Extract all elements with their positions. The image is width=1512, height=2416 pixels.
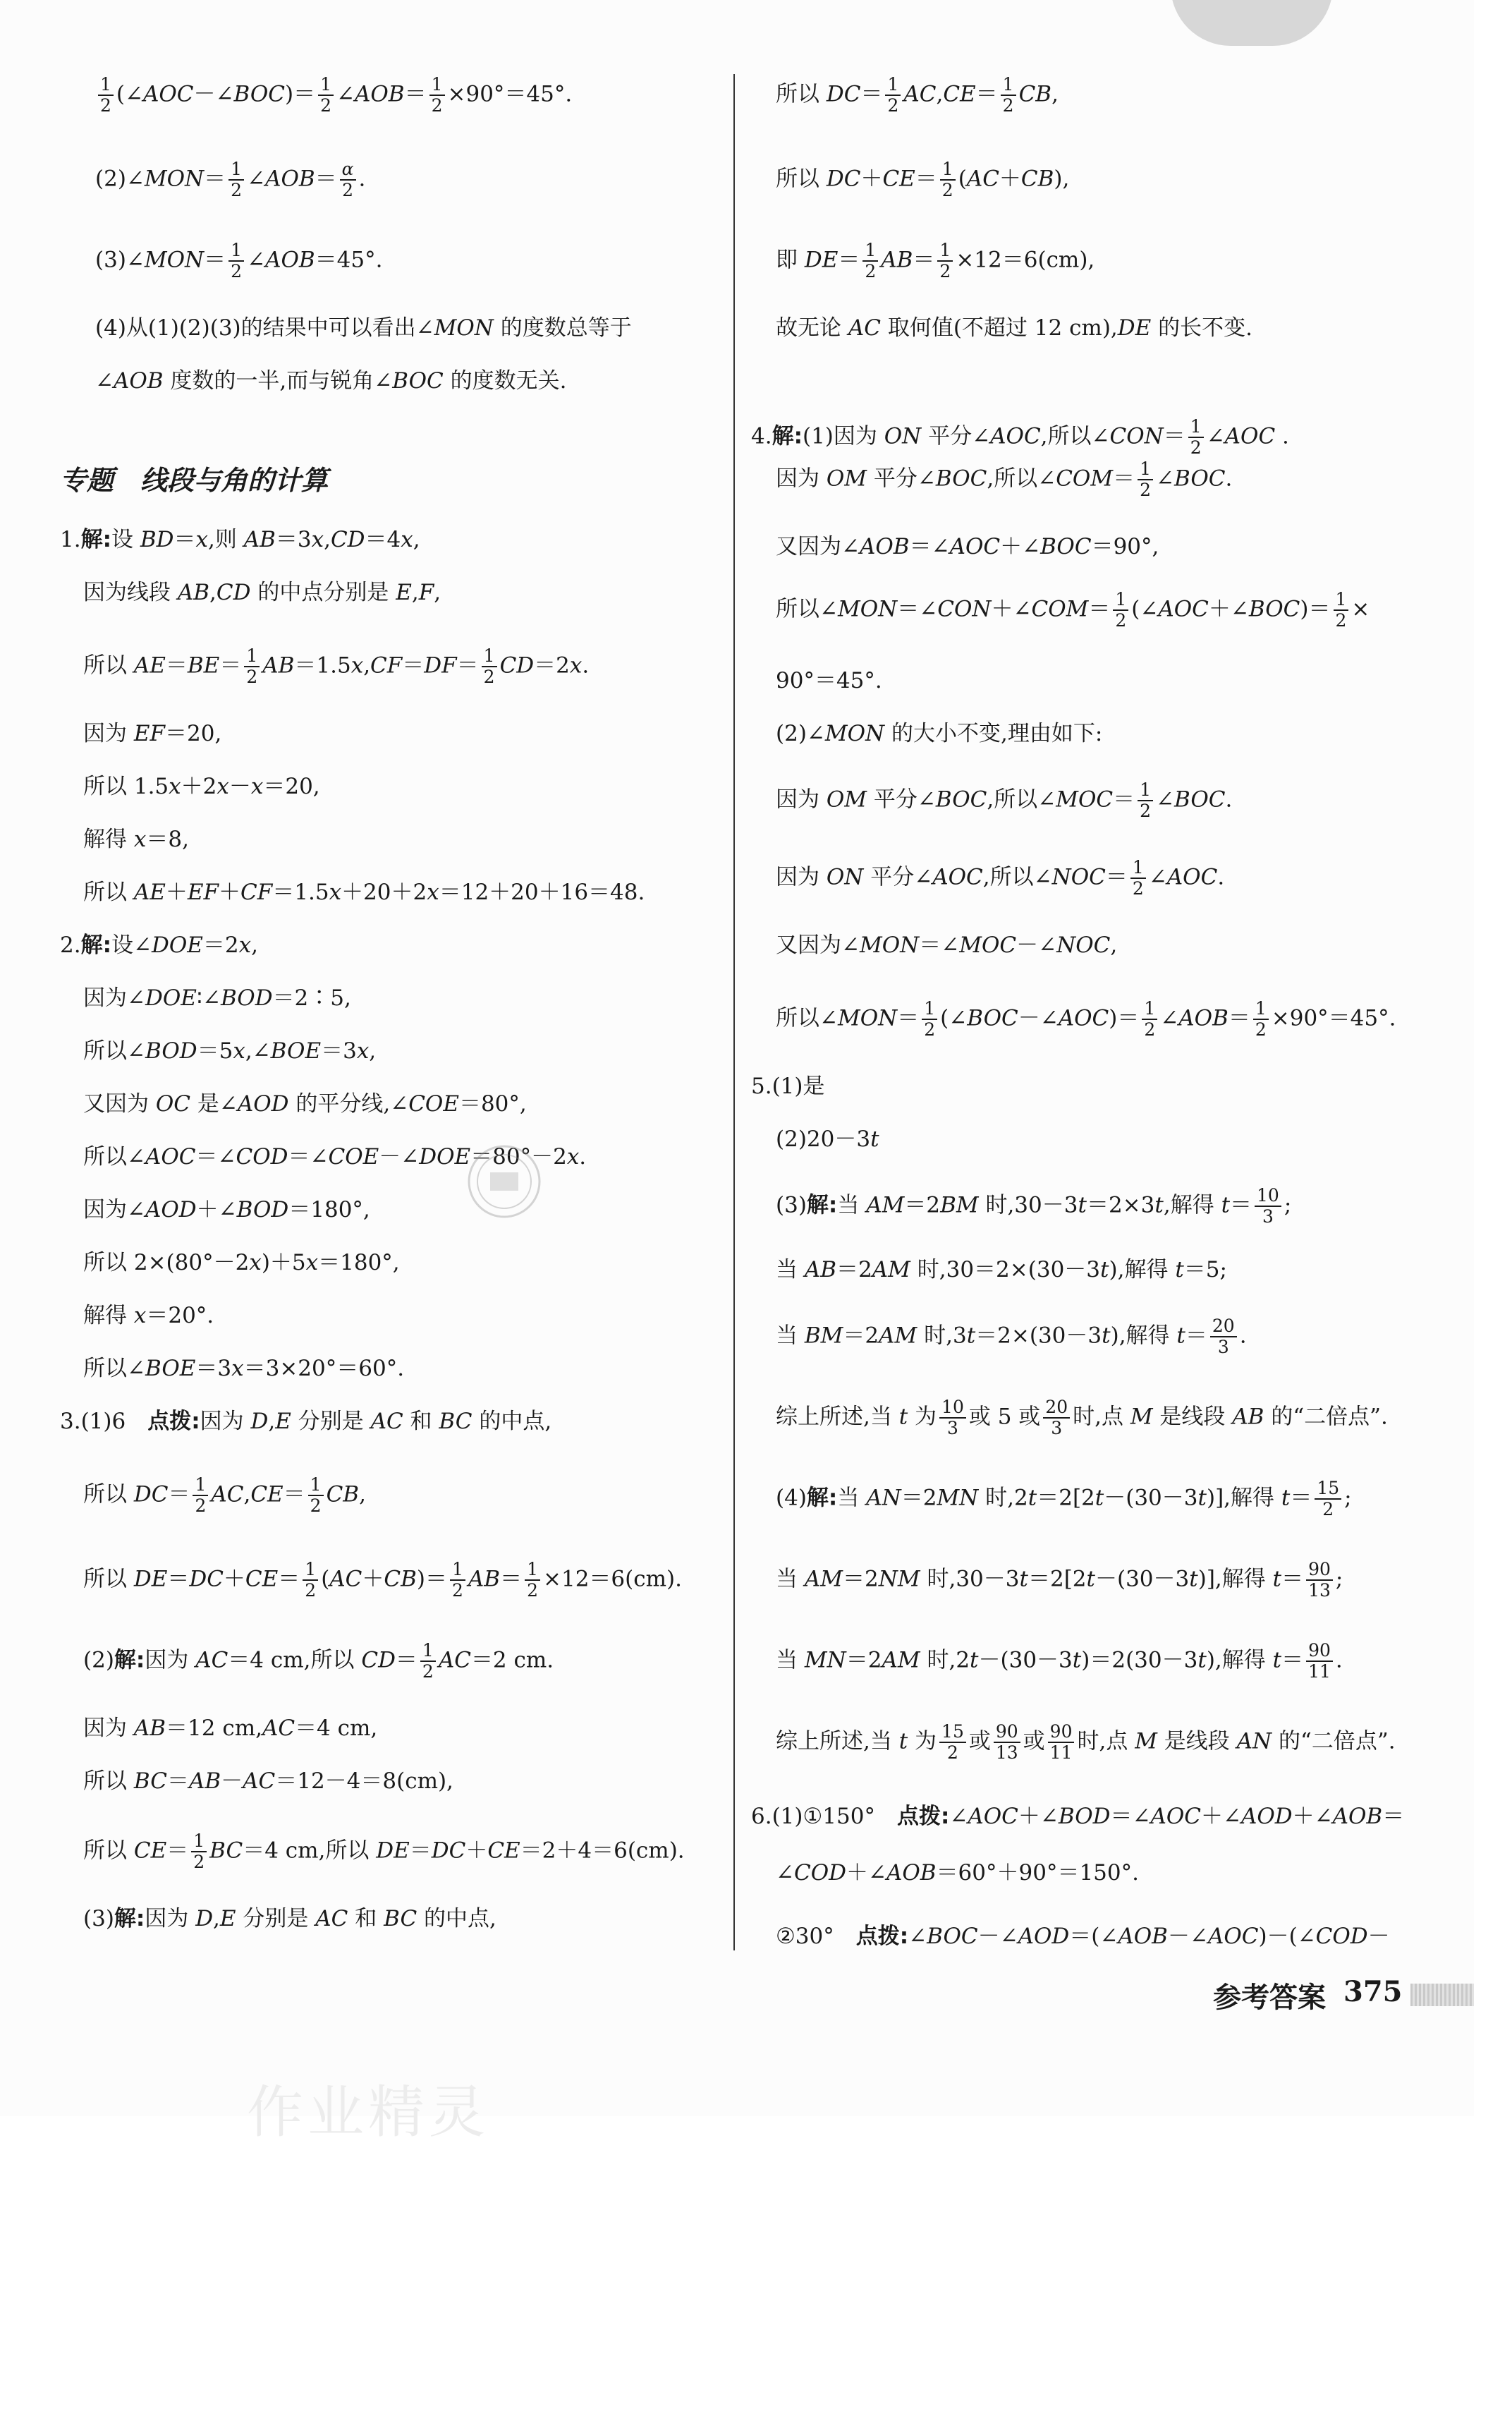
text-line: 1.解:设 BD＝x,则 AB＝3x,CD＝4x,	[60, 527, 420, 552]
text-line: 3.(1)6 点拨:因为 D,E 分别是 AC 和 BC 的中点,	[60, 1409, 552, 1434]
stamp-icon	[465, 1143, 543, 1220]
text-line: 因为 OM 平分∠BOC,所以∠COM＝ $\frac{1}{2}$ ∠BOC.	[776, 459, 1233, 500]
text-line: 所以 1.5x＋2x－x＝20,	[83, 774, 320, 799]
text-line: 当 AB＝2AM 时,30＝2×(30－3t),解得 t＝5;	[776, 1257, 1227, 1282]
text-line: (3)∠MON＝ $\frac{1}{2}$ ∠AOB＝45°.	[95, 240, 383, 281]
page-number: 375	[1343, 1975, 1403, 2008]
text-line: 因为∠DOE∶∠BOD＝2∶5,	[83, 985, 351, 1011]
text-line: 当 MN＝2AM 时,2t－(30－3t)＝2(30－3t),解得 t＝ $\frac{90}{11}$ .	[776, 1640, 1343, 1682]
text-line: 因为 AB＝12 cm,AC＝4 cm,	[83, 1716, 378, 1741]
column-divider	[733, 74, 735, 1950]
text-line: 所以 DE＝DC＋CE＝ $\frac{1}{2}$ (AC＋CB)＝ $\frac{1}{2}$ AB＝ $\frac{1}{2}$ ×12＝6(cm).	[83, 1559, 682, 1601]
text-line: 所以∠BOE＝3x＝3×20°＝60°.	[83, 1356, 405, 1381]
text-line: (3)解:当 AM＝2BM 时,30－3t＝2×3t,解得 t＝ $\frac{10}{3}$ ;	[776, 1185, 1292, 1227]
text-line: 综上所述,当 t 为 $\frac{15}{2}$ 或 $\frac{90}{13}$ 或 $\frac{90}{11}$ 时,点 M 是线段 AN 的“二倍点”.	[776, 1721, 1396, 1763]
text-line: 即 DE＝ $\frac{1}{2}$ AB＝ $\frac{1}{2}$ ×12＝6(cm),	[776, 240, 1095, 281]
text-line: 因为∠AOD＋∠BOD＝180°,	[83, 1197, 370, 1222]
text-line: 因为 ON 平分∠AOC,所以∠NOC＝ $\frac{1}{2}$ ∠AOC.	[776, 857, 1225, 899]
footer-decoration	[1410, 1984, 1474, 2006]
text-line: 故无论 AC 取何值(不超过 12 cm),DE 的长不变.	[776, 315, 1252, 341]
text-line: (4)解:当 AN＝2MN 时,2t＝2[2t－(30－3t)],解得 t＝ $\frac{15}{2}$ ;	[776, 1478, 1352, 1519]
text-line: 所以∠AOC＝∠COD＝∠COE－∠DOE＝80°－2x.	[83, 1144, 587, 1170]
text-line: $\frac{1}{2}$ (∠AOC－∠BOC)＝ $\frac{1}{2}$ ∠AOB＝ $\frac{1}{2}$ ×90°＝45°.	[95, 75, 572, 116]
text-line: 解得 x＝8,	[83, 827, 189, 852]
text-line: 所以∠BOD＝5x,∠BOE＝3x,	[83, 1038, 377, 1064]
text-line: 所以 2×(80°－2x)＋5x＝180°,	[83, 1250, 400, 1275]
text-line: (2)∠MON 的大小不变,理由如下:	[776, 721, 1103, 746]
text-line: 解得 x＝20°.	[83, 1303, 214, 1328]
text-line: 2.解:设∠DOE＝2x,	[60, 933, 258, 958]
text-line: 因为 OM 平分∠BOC,所以∠MOC＝ $\frac{1}{2}$ ∠BOC.	[776, 779, 1233, 821]
text-line: 所以 DC＋CE＝ $\frac{1}{2}$ (AC＋CB),	[776, 159, 1070, 200]
text-line: 所以 DC＝ $\frac{1}{2}$ AC,CE＝ $\frac{1}{2}$ CB,	[776, 74, 1059, 116]
text-line: (2)20－3t	[776, 1127, 879, 1152]
text-line: ②30° 点拨:∠BOC－∠AOD＝(∠AOB－∠AOC)－(∠COD－	[776, 1924, 1390, 1949]
text-line: 所以∠MON＝ $\frac{1}{2}$ (∠BOC－∠AOC)＝ $\frac{1}{2}$ ∠AOB＝ $\frac{1}{2}$ ×90°＝45°.	[776, 998, 1396, 1040]
text-line: 所以 BC＝AB－AC＝12－4＝8(cm),	[83, 1768, 453, 1794]
text-line: 5.(1)是	[751, 1074, 825, 1099]
text-line: 又因为∠AOB＝∠AOC＋∠BOC＝90°,	[776, 534, 1159, 559]
text-line: 又因为∠MON＝∠MOC－∠NOC,	[776, 933, 1118, 958]
text-line: 所以 AE＝BE＝ $\frac{1}{2}$ AB＝1.5x,CF＝DF＝ $\frac{1}{2}$ CD＝2x.	[83, 645, 590, 687]
text-line: 6.(1)①150° 点拨:∠AOC＋∠BOD＝∠AOC＋∠AOD＋∠AOB＝	[751, 1804, 1405, 1829]
text-line: (2)解:因为 AC＝4 cm,所以 CD＝ $\frac{1}{2}$ AC＝2 cm.	[83, 1640, 554, 1682]
text-line: 所以 AE＋EF＋CF＝1.5x＋20＋2x＝12＋20＋16＝48.	[83, 880, 645, 905]
text-line: ∠AOB 度数的一半,而与锐角∠BOC 的度数无关.	[95, 368, 567, 394]
text-line: 因为 EF＝20,	[83, 721, 222, 746]
text-line: ∠COD＋∠AOB＝60°＋90°＝150°.	[776, 1860, 1139, 1886]
text-line: 当 BM＝2AM 时,3t＝2×(30－3t),解得 t＝ $\frac{20}{3}$ .	[776, 1316, 1247, 1357]
text-line: 90°＝45°.	[776, 668, 882, 693]
footer-label: 参考答案	[1213, 1981, 1326, 2014]
watermark: 作业精灵	[247, 2080, 489, 2145]
text-line: 当 AM＝2NM 时,30－3t＝2[2t－(30－3t)],解得 t＝ $\frac{90}{13}$ ;	[776, 1559, 1343, 1601]
text-line: (2)∠MON＝ $\frac{1}{2}$ ∠AOB＝ $\frac{\alpha}{2}$ .	[95, 159, 366, 200]
text-line: (4)从(1)(2)(3)的结果中可以看出∠MON 的度数总等于	[95, 315, 632, 341]
corner-decoration	[1171, 0, 1333, 46]
text-line: 所以 DC＝ $\frac{1}{2}$ AC,CE＝ $\frac{1}{2}$ CB,	[83, 1474, 366, 1516]
text-line: 又因为 OC 是∠AOD 的平分线,∠COE＝80°,	[83, 1091, 527, 1117]
section-heading: 专题 线段与角的计算	[60, 465, 329, 496]
text-line: 所以∠MON＝∠CON＋∠COM＝ $\frac{1}{2}$ (∠AOC＋∠BOC)＝ $\frac{1}{2}$ ×	[776, 589, 1370, 631]
text-line: 综上所述,当 t 为 $\frac{10}{3}$ 或 5 或 $\frac{20}{3}$ 时,点 M 是线段 AB 的“二倍点”.	[776, 1397, 1388, 1438]
text-line: 4.解:(1)因为 ON 平分∠AOC,所以∠CON＝ $\frac{1}{2}$ ∠AOC .	[751, 416, 1289, 458]
text-line: 因为线段 AB,CD 的中点分别是 E,F,	[83, 580, 441, 605]
text-line: (3)解:因为 D,E 分别是 AC 和 BC 的中点,	[83, 1906, 496, 1931]
text-line: 所以 CE＝ $\frac{1}{2}$ BC＝4 cm,所以 DE＝DC＋CE＝2＋4＝6(cm).	[83, 1831, 685, 1872]
